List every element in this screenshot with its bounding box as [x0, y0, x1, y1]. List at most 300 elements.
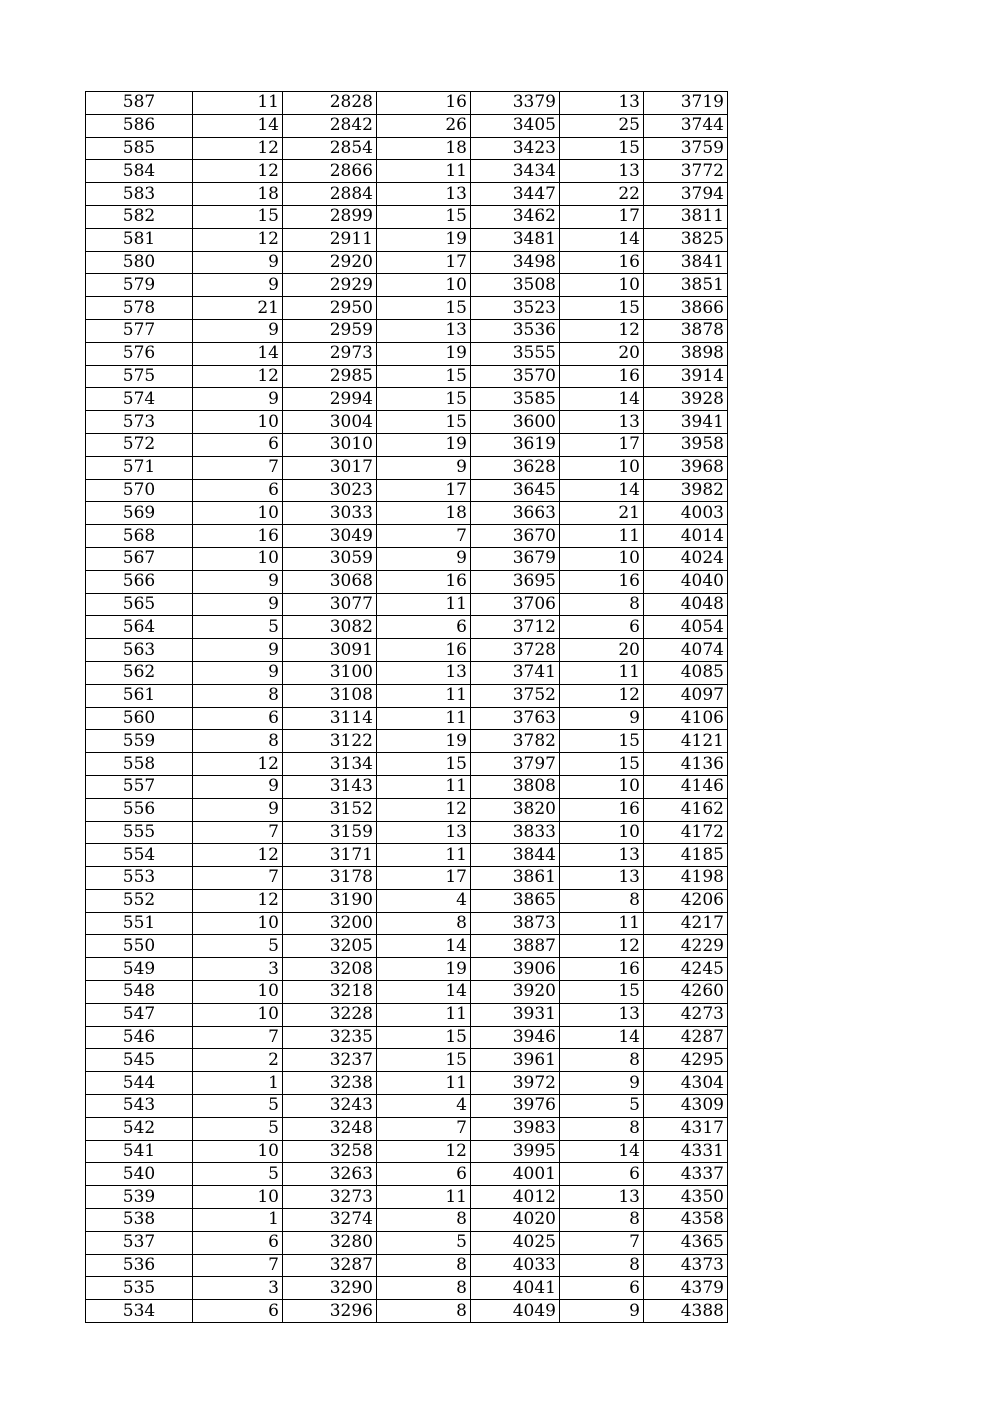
table-cell: 10 — [193, 1003, 283, 1026]
table-cell: 4048 — [644, 593, 728, 616]
table-cell: 9 — [193, 661, 283, 684]
table-cell: 3481 — [471, 228, 560, 251]
table-row — [86, 525, 728, 548]
table-cell: 3808 — [471, 775, 560, 798]
table-cell: 556 — [86, 798, 193, 821]
table-cell: 541 — [86, 1140, 193, 1163]
table-cell: 19 — [377, 342, 471, 365]
table-cell: 5 — [193, 1095, 283, 1118]
table-cell: 2842 — [283, 114, 377, 137]
table-row — [86, 889, 728, 912]
table-cell: 4229 — [644, 935, 728, 958]
table-cell: 570 — [86, 479, 193, 502]
table-cell: 562 — [86, 661, 193, 684]
table-cell: 3628 — [471, 456, 560, 479]
table-cell: 3820 — [471, 798, 560, 821]
table-cell: 4245 — [644, 958, 728, 981]
table-cell: 559 — [86, 730, 193, 753]
table-cell: 2950 — [283, 297, 377, 320]
table-cell: 3258 — [283, 1140, 377, 1163]
table-cell: 548 — [86, 981, 193, 1004]
table-cell: 3663 — [471, 502, 560, 525]
table-cell: 3 — [193, 958, 283, 981]
table-cell: 10 — [560, 456, 644, 479]
table-cell: 2929 — [283, 274, 377, 297]
table-cell: 15 — [377, 1049, 471, 1072]
table-cell: 4379 — [644, 1277, 728, 1300]
table-cell: 4025 — [471, 1231, 560, 1254]
table-cell: 17 — [377, 867, 471, 890]
table-cell: 3811 — [644, 205, 728, 228]
table-cell: 3825 — [644, 228, 728, 251]
table-cell: 3017 — [283, 456, 377, 479]
table-row — [86, 1163, 728, 1186]
table-cell: 3068 — [283, 570, 377, 593]
table-cell: 4121 — [644, 730, 728, 753]
table-cell: 3082 — [283, 616, 377, 639]
table-cell: 567 — [86, 547, 193, 570]
table-cell: 4097 — [644, 684, 728, 707]
table-cell: 4260 — [644, 981, 728, 1004]
table-row — [86, 114, 728, 137]
table-cell: 3273 — [283, 1186, 377, 1209]
table-cell: 3423 — [471, 137, 560, 160]
table-cell: 7 — [193, 456, 283, 479]
table-cell: 8 — [377, 1209, 471, 1232]
table-row — [86, 297, 728, 320]
table-cell: 534 — [86, 1300, 193, 1323]
table-cell: 3983 — [471, 1117, 560, 1140]
table-cell: 3100 — [283, 661, 377, 684]
table-cell: 14 — [560, 388, 644, 411]
table-cell: 4049 — [471, 1300, 560, 1323]
table-cell: 19 — [377, 730, 471, 753]
table-cell: 9 — [377, 547, 471, 570]
table-row — [86, 160, 728, 183]
table-cell: 18 — [377, 137, 471, 160]
table-cell: 8 — [560, 1209, 644, 1232]
table-cell: 17 — [560, 205, 644, 228]
table-cell: 26 — [377, 114, 471, 137]
table-cell: 15 — [377, 411, 471, 434]
table-cell: 561 — [86, 684, 193, 707]
table-row — [86, 684, 728, 707]
table-cell: 3759 — [644, 137, 728, 160]
table-cell: 4172 — [644, 821, 728, 844]
table-row — [86, 570, 728, 593]
table-cell: 6 — [193, 1300, 283, 1323]
table-cell: 15 — [377, 388, 471, 411]
table-cell: 3498 — [471, 251, 560, 274]
table-cell: 3434 — [471, 160, 560, 183]
table-cell: 4185 — [644, 844, 728, 867]
table-cell: 3914 — [644, 365, 728, 388]
table-cell: 4309 — [644, 1095, 728, 1118]
table-cell: 8 — [377, 1254, 471, 1277]
table-cell: 544 — [86, 1072, 193, 1095]
table-cell: 3200 — [283, 912, 377, 935]
table-cell: 11 — [560, 661, 644, 684]
table-cell: 13 — [377, 319, 471, 342]
table-cell: 11 — [377, 844, 471, 867]
table-cell: 577 — [86, 319, 193, 342]
table-cell: 9 — [193, 319, 283, 342]
table-cell: 553 — [86, 867, 193, 890]
table-cell: 555 — [86, 821, 193, 844]
table-cell: 4020 — [471, 1209, 560, 1232]
table-row — [86, 547, 728, 570]
table-cell: 3946 — [471, 1026, 560, 1049]
table-cell: 12 — [377, 1140, 471, 1163]
table-cell: 4295 — [644, 1049, 728, 1072]
table-cell: 3462 — [471, 205, 560, 228]
table-cell: 12 — [193, 753, 283, 776]
table-cell: 7 — [377, 525, 471, 548]
table-cell: 10 — [193, 547, 283, 570]
table-cell: 571 — [86, 456, 193, 479]
table-cell: 16 — [193, 525, 283, 548]
table-cell: 540 — [86, 1163, 193, 1186]
table-cell: 2959 — [283, 319, 377, 342]
table-cell: 13 — [560, 1003, 644, 1026]
table-cell: 3159 — [283, 821, 377, 844]
table-cell: 13 — [560, 411, 644, 434]
table-cell: 6 — [193, 433, 283, 456]
table-cell: 578 — [86, 297, 193, 320]
table-cell: 3274 — [283, 1209, 377, 1232]
table-cell: 10 — [193, 502, 283, 525]
table-cell: 583 — [86, 183, 193, 206]
table-cell: 3171 — [283, 844, 377, 867]
table-cell: 8 — [560, 1117, 644, 1140]
table-cell: 3290 — [283, 1277, 377, 1300]
table-cell: 9 — [193, 388, 283, 411]
table-cell: 14 — [377, 935, 471, 958]
table-cell: 3152 — [283, 798, 377, 821]
table-cell: 545 — [86, 1049, 193, 1072]
table-cell: 4287 — [644, 1026, 728, 1049]
table-cell: 17 — [560, 433, 644, 456]
table-cell: 3570 — [471, 365, 560, 388]
table-row — [86, 205, 728, 228]
table-cell: 6 — [193, 479, 283, 502]
table-cell: 11 — [560, 912, 644, 935]
table-cell: 11 — [377, 160, 471, 183]
table-cell: 18 — [193, 183, 283, 206]
table-cell: 6 — [560, 616, 644, 639]
table-cell: 3077 — [283, 593, 377, 616]
table-cell: 3695 — [471, 570, 560, 593]
table-cell: 537 — [86, 1231, 193, 1254]
table-cell: 12 — [193, 137, 283, 160]
table-cell: 20 — [560, 639, 644, 662]
table-cell: 4033 — [471, 1254, 560, 1277]
table-cell: 3536 — [471, 319, 560, 342]
table-cell: 4358 — [644, 1209, 728, 1232]
table-cell: 14 — [193, 342, 283, 365]
table-row — [86, 274, 728, 297]
table-cell: 3049 — [283, 525, 377, 548]
table-cell: 7 — [193, 821, 283, 844]
table-cell: 3719 — [644, 92, 728, 115]
table-cell: 11 — [193, 92, 283, 115]
table-cell: 11 — [377, 1003, 471, 1026]
table-cell: 3134 — [283, 753, 377, 776]
table-cell: 3861 — [471, 867, 560, 890]
table-cell: 3523 — [471, 297, 560, 320]
table-row — [86, 137, 728, 160]
table-cell: 3238 — [283, 1072, 377, 1095]
table-cell: 4273 — [644, 1003, 728, 1026]
table-cell: 7 — [560, 1231, 644, 1254]
table-cell: 5 — [193, 616, 283, 639]
table-cell: 4106 — [644, 707, 728, 730]
table-cell: 2911 — [283, 228, 377, 251]
table-cell: 4331 — [644, 1140, 728, 1163]
table-cell: 16 — [377, 639, 471, 662]
table-cell: 13 — [560, 160, 644, 183]
table-cell: 8 — [377, 1300, 471, 1323]
table-cell: 3865 — [471, 889, 560, 912]
table-cell: 14 — [560, 228, 644, 251]
table-cell: 7 — [377, 1117, 471, 1140]
table-cell: 3797 — [471, 753, 560, 776]
table-cell: 4054 — [644, 616, 728, 639]
table-cell: 564 — [86, 616, 193, 639]
table-cell: 3866 — [644, 297, 728, 320]
table-cell: 8 — [560, 889, 644, 912]
table-cell: 6 — [560, 1277, 644, 1300]
table-cell: 10 — [560, 821, 644, 844]
table-cell: 3920 — [471, 981, 560, 1004]
table-cell: 11 — [377, 1072, 471, 1095]
table-cell: 3280 — [283, 1231, 377, 1254]
table-cell: 19 — [377, 228, 471, 251]
table-cell: 10 — [560, 274, 644, 297]
table-row — [86, 183, 728, 206]
table-cell: 2 — [193, 1049, 283, 1072]
table-cell: 3263 — [283, 1163, 377, 1186]
table-cell: 3679 — [471, 547, 560, 570]
table-cell: 3898 — [644, 342, 728, 365]
table-cell: 3190 — [283, 889, 377, 912]
table-cell: 3728 — [471, 639, 560, 662]
table-cell: 12 — [560, 319, 644, 342]
table-cell: 4040 — [644, 570, 728, 593]
table-cell: 7 — [193, 1026, 283, 1049]
table-cell: 3645 — [471, 479, 560, 502]
table-cell: 3887 — [471, 935, 560, 958]
table-cell: 3961 — [471, 1049, 560, 1072]
table-cell: 3237 — [283, 1049, 377, 1072]
table-cell: 11 — [377, 775, 471, 798]
table-cell: 3287 — [283, 1254, 377, 1277]
table-row — [86, 342, 728, 365]
table-cell: 560 — [86, 707, 193, 730]
table-cell: 9 — [193, 798, 283, 821]
table-cell: 16 — [560, 251, 644, 274]
table-cell: 4012 — [471, 1186, 560, 1209]
table-row — [86, 1300, 728, 1323]
table-cell: 587 — [86, 92, 193, 115]
table-cell: 3712 — [471, 616, 560, 639]
table-cell: 552 — [86, 889, 193, 912]
table-cell: 539 — [86, 1186, 193, 1209]
table-cell: 12 — [193, 844, 283, 867]
table-cell: 3670 — [471, 525, 560, 548]
table-row — [86, 867, 728, 890]
table-cell: 4041 — [471, 1277, 560, 1300]
table-cell: 3218 — [283, 981, 377, 1004]
table-row — [86, 1277, 728, 1300]
table-cell: 14 — [560, 479, 644, 502]
table-cell: 4146 — [644, 775, 728, 798]
table-cell: 9 — [560, 1300, 644, 1323]
table-cell: 549 — [86, 958, 193, 981]
table-cell: 10 — [560, 775, 644, 798]
table-cell: 1 — [193, 1209, 283, 1232]
table-cell: 16 — [560, 570, 644, 593]
table-cell: 15 — [560, 981, 644, 1004]
table-row — [86, 935, 728, 958]
table-cell: 580 — [86, 251, 193, 274]
table-cell: 535 — [86, 1277, 193, 1300]
table-cell: 16 — [560, 798, 644, 821]
table-cell: 8 — [560, 593, 644, 616]
table-cell: 14 — [193, 114, 283, 137]
table-row — [86, 661, 728, 684]
table-cell: 3091 — [283, 639, 377, 662]
table-cell: 4003 — [644, 502, 728, 525]
table-cell: 6 — [193, 1231, 283, 1254]
table-cell: 13 — [560, 867, 644, 890]
table-row — [86, 912, 728, 935]
table-row — [86, 479, 728, 502]
table-cell: 2866 — [283, 160, 377, 183]
table-row — [86, 981, 728, 1004]
table-cell: 13 — [377, 661, 471, 684]
table-cell: 14 — [560, 1140, 644, 1163]
table-row — [86, 456, 728, 479]
table-cell: 546 — [86, 1026, 193, 1049]
table-cell: 10 — [193, 411, 283, 434]
table-row — [86, 433, 728, 456]
table-cell: 4162 — [644, 798, 728, 821]
table-cell: 9 — [193, 775, 283, 798]
table-cell: 3555 — [471, 342, 560, 365]
table-cell: 9 — [193, 251, 283, 274]
table-cell: 3143 — [283, 775, 377, 798]
table-cell: 4217 — [644, 912, 728, 935]
table-cell: 2899 — [283, 205, 377, 228]
table-cell: 563 — [86, 639, 193, 662]
table-cell: 13 — [377, 821, 471, 844]
table-cell: 4 — [377, 889, 471, 912]
table-cell: 2920 — [283, 251, 377, 274]
table-cell: 15 — [377, 365, 471, 388]
table-cell: 13 — [560, 92, 644, 115]
table-cell: 3243 — [283, 1095, 377, 1118]
table-cell: 22 — [560, 183, 644, 206]
table-cell: 3296 — [283, 1300, 377, 1323]
table-cell: 3794 — [644, 183, 728, 206]
table-cell: 8 — [193, 684, 283, 707]
table-cell: 4350 — [644, 1186, 728, 1209]
table-cell: 4337 — [644, 1163, 728, 1186]
table-cell: 4074 — [644, 639, 728, 662]
table-cell: 543 — [86, 1095, 193, 1118]
table-cell: 15 — [193, 205, 283, 228]
table-cell: 4 — [377, 1095, 471, 1118]
table-cell: 7 — [193, 1254, 283, 1277]
table-cell: 2884 — [283, 183, 377, 206]
table-cell: 4365 — [644, 1231, 728, 1254]
table-row — [86, 753, 728, 776]
table-cell: 5 — [193, 935, 283, 958]
table-cell: 579 — [86, 274, 193, 297]
table-cell: 3995 — [471, 1140, 560, 1163]
table-row — [86, 1117, 728, 1140]
table-cell: 550 — [86, 935, 193, 958]
table-cell: 3023 — [283, 479, 377, 502]
table-cell: 25 — [560, 114, 644, 137]
table-cell: 2828 — [283, 92, 377, 115]
table-row — [86, 1003, 728, 1026]
table-cell: 551 — [86, 912, 193, 935]
table-row — [86, 92, 728, 115]
table-cell: 3958 — [644, 433, 728, 456]
table-cell: 11 — [377, 707, 471, 730]
table-cell: 16 — [560, 365, 644, 388]
table-cell: 558 — [86, 753, 193, 776]
table-cell: 5 — [193, 1117, 283, 1140]
table-cell: 574 — [86, 388, 193, 411]
table-cell: 15 — [560, 730, 644, 753]
table-cell: 3405 — [471, 114, 560, 137]
table-cell: 8 — [377, 1277, 471, 1300]
table-cell: 10 — [193, 912, 283, 935]
table-cell: 575 — [86, 365, 193, 388]
table-cell: 12 — [560, 935, 644, 958]
table-cell: 3941 — [644, 411, 728, 434]
table-cell: 4014 — [644, 525, 728, 548]
table-cell: 3851 — [644, 274, 728, 297]
table-cell: 11 — [377, 593, 471, 616]
table-cell: 15 — [560, 137, 644, 160]
table-cell: 6 — [560, 1163, 644, 1186]
table-cell: 2994 — [283, 388, 377, 411]
table-cell: 3208 — [283, 958, 377, 981]
table-cell: 2985 — [283, 365, 377, 388]
table-cell: 17 — [377, 479, 471, 502]
table-cell: 19 — [377, 958, 471, 981]
table-cell: 9 — [377, 456, 471, 479]
table-cell: 566 — [86, 570, 193, 593]
table-cell: 3010 — [283, 433, 377, 456]
table-cell: 13 — [560, 844, 644, 867]
table-cell: 4085 — [644, 661, 728, 684]
table-cell: 10 — [377, 274, 471, 297]
table-row — [86, 251, 728, 274]
table-cell: 8 — [560, 1254, 644, 1277]
table-cell: 12 — [193, 889, 283, 912]
table-row — [86, 1254, 728, 1277]
table-cell: 2973 — [283, 342, 377, 365]
table-cell: 3844 — [471, 844, 560, 867]
table-cell: 5 — [560, 1095, 644, 1118]
table-cell: 15 — [377, 753, 471, 776]
table-cell: 3752 — [471, 684, 560, 707]
